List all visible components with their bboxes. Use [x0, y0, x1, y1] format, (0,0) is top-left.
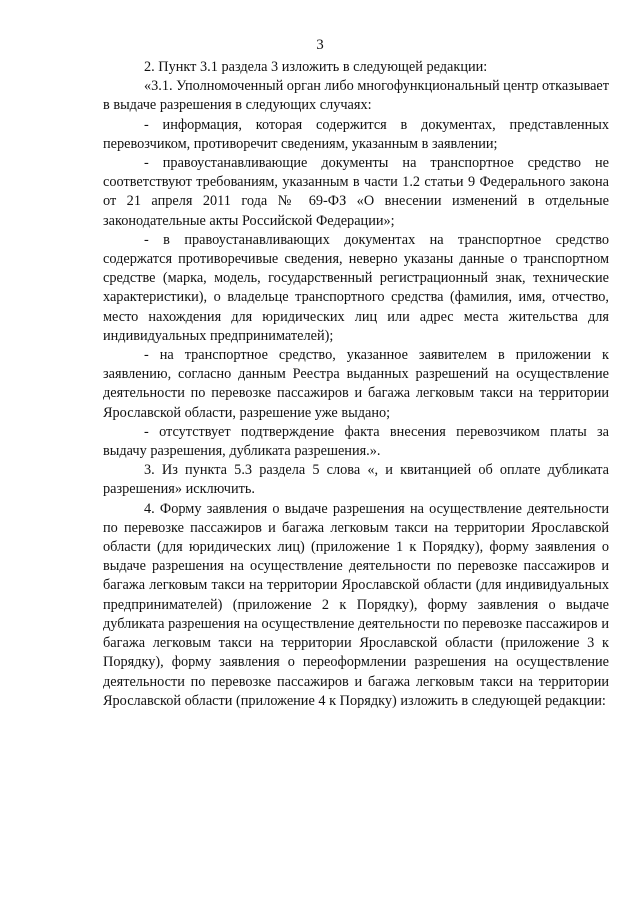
paragraph-clause-3-1: «3.1. Уполномоченный орган либо многофункциональный центр отказывает в выдаче разрешения в следующих случаях: — [103, 78, 610, 114]
document-body — [103, 58, 609, 711]
page-number: 3 — [316, 37, 324, 53]
paragraph-amendment-3: 3. Из пункта 5.3 раздела 5 слова «, и квитанцией об оплате дубликата разрешения» исключить. — [103, 462, 609, 498]
list-item-documents-noncompliant: - правоустанавливающие документы на транспортное средство не соответствуют требованиям, указанным в части 1.2 статьи 9 Федерального закона от 21 апреля 2011 года № 69-ФЗ «О внесении изменений в отдельные законодательные акты Российской Федерации»; — [103, 155, 609, 229]
list-item-contradictory-data: - в правоустанавливающих документах на транспортное средство содержатся противоречивые сведения, неверно указаны данные о транспортном средстве (марка, модель, государственный регистрационный знак, технические характеристики), о владельце транспортного средства (фамилия, имя, отчество, место нахождения для юридических лиц или адрес места жительства для индивидуальных предпринимателей); — [103, 231, 609, 344]
paragraph-amendment-4: 4. Форму заявления о выдаче разрешения на осуществление деятельности по перевозке пассажиров и багажа легковым такси на территории Ярославской области (для юридических лиц) (приложение 1 к Порядку), форму заявления о выдаче разрешения на осуществление деятельности по перевозке пассажиров и багажа легковым такси на территории Ярославской области (для индивидуальных предпринимателей) (приложение 2 к Порядку), форму заявления о выдаче дубликата разрешения на осуществление деятельности по перевозке пассажиров и багажа легковым такси на территории Ярославской области (приложение 3 к Порядку), форму заявления о переоформлении разрешения на осуществление деятельности по перевозке пассажиров и багажа легковым такси на территории Ярославской области (приложение 4 к Порядку) изложить в следующей редакции: — [103, 500, 609, 709]
list-item-information-conflict: - информация, которая содержится в документах, представленных перевозчиком, противоречит сведениям, указанным в заявлении; — [103, 116, 609, 152]
list-item-no-payment-confirmation: - отсутствует подтверждение факта внесения перевозчиком платы за выдачу разрешения, дубликата разрешения.». — [103, 423, 609, 460]
list-item-permit-already-issued: - на транспортное средство, указанное заявителем в приложении к заявлению, согласно данным Реестра выданных разрешений на осуществление деятельности по перевозке пассажиров и багажа легковым такси на территории Ярославской области, разрешение уже выдано; — [103, 347, 609, 421]
paragraph-amendment-2: 2. Пункт 3.1 раздела 3 изложить в следующей редакции: — [144, 59, 488, 75]
